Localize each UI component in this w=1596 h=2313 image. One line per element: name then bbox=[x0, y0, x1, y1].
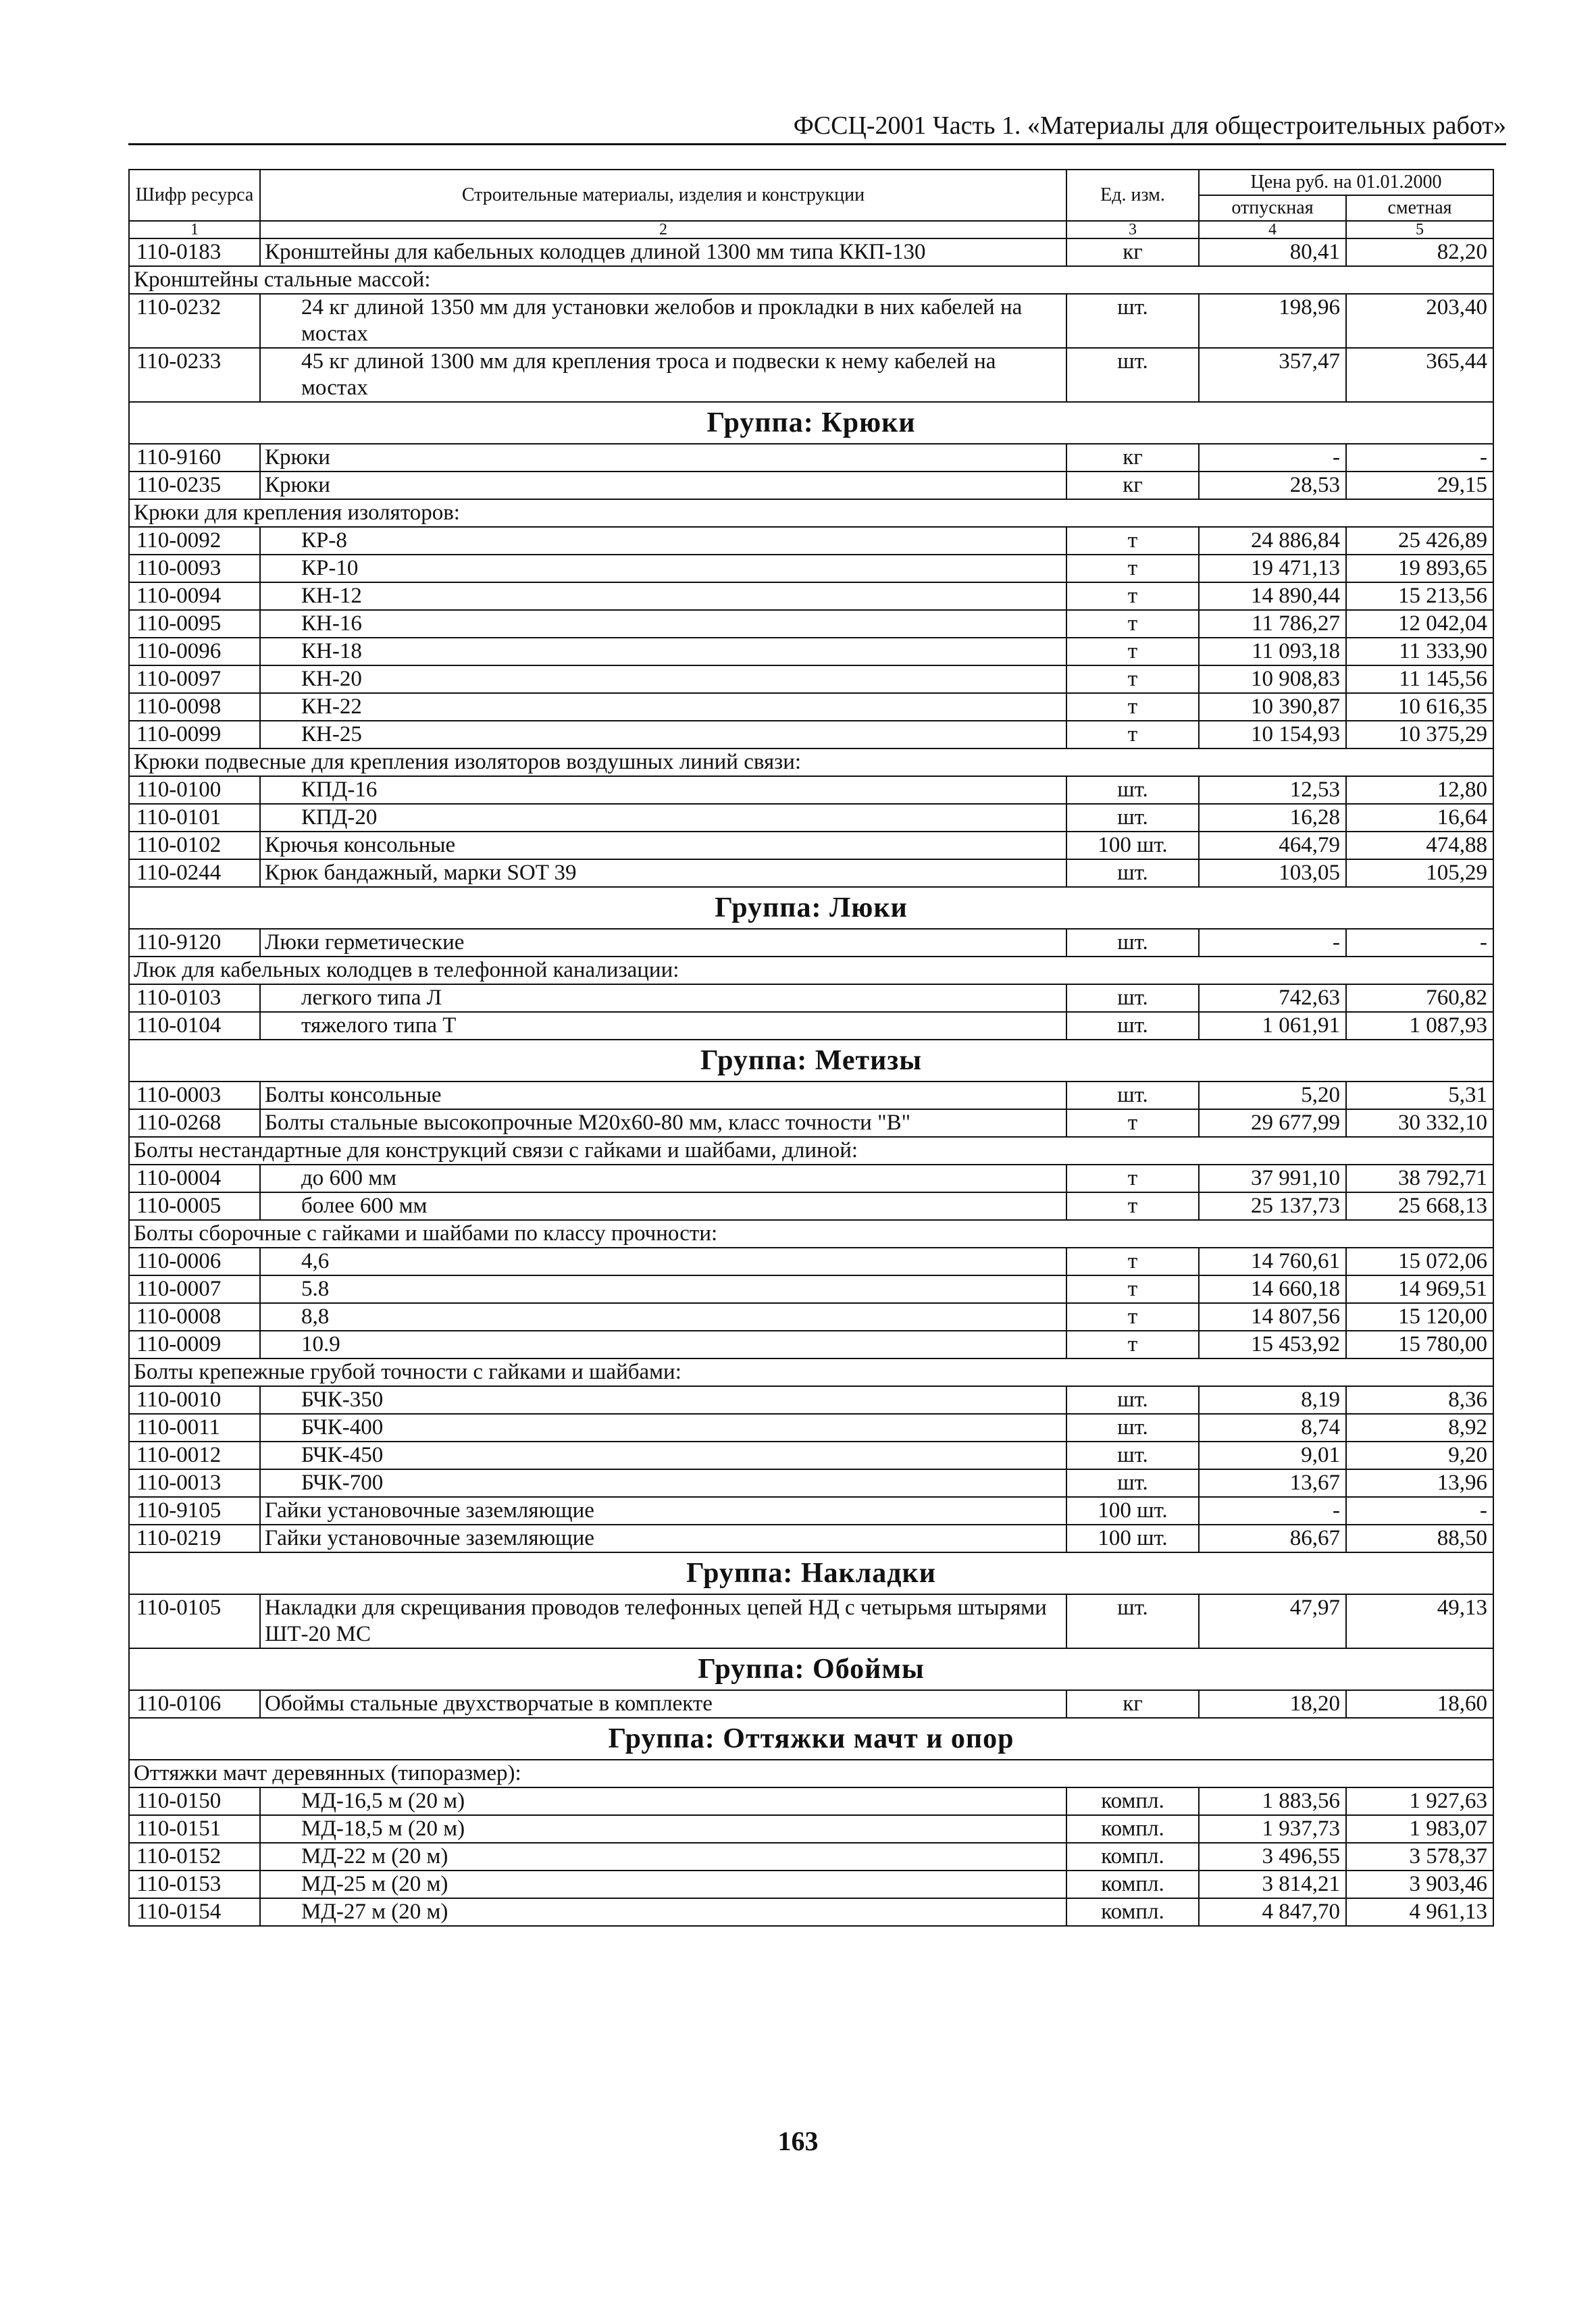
release-price: 14 660,18 bbox=[1199, 1275, 1346, 1303]
unit-cell: шт. bbox=[1066, 984, 1199, 1012]
estimate-price: 105,29 bbox=[1346, 859, 1493, 887]
estimate-price: 8,92 bbox=[1346, 1414, 1493, 1442]
release-price: 14 760,61 bbox=[1199, 1248, 1346, 1275]
material-name: Крючья консольные bbox=[260, 832, 1066, 859]
unit-cell: т bbox=[1066, 1331, 1199, 1358]
estimate-price: 18,60 bbox=[1346, 1690, 1493, 1718]
estimate-price: 14 969,51 bbox=[1346, 1275, 1493, 1303]
material-name: 45 кг длиной 1300 мм для крепления троса и подвески к нему кабелей на мостах bbox=[260, 348, 1066, 402]
unit-cell: шт. bbox=[1066, 1082, 1199, 1109]
estimate-price: - bbox=[1346, 929, 1493, 957]
resource-code: 110-9120 bbox=[129, 929, 260, 957]
material-name: Гайки установочные заземляющие bbox=[260, 1497, 1066, 1525]
table-row bbox=[129, 638, 1493, 665]
table-row bbox=[129, 527, 1493, 555]
table-row bbox=[129, 1469, 1493, 1497]
release-price: 12,53 bbox=[1199, 776, 1346, 804]
release-price: 198,96 bbox=[1199, 294, 1346, 348]
release-price: 5,20 bbox=[1199, 1082, 1346, 1109]
resource-code: 110-0096 bbox=[129, 638, 260, 665]
table-head bbox=[129, 170, 1493, 238]
estimate-price: 9,20 bbox=[1346, 1442, 1493, 1469]
material-name: БЧК-400 bbox=[260, 1414, 1066, 1442]
section-heading-row bbox=[129, 1220, 1493, 1248]
estimate-price: 11 145,56 bbox=[1346, 665, 1493, 693]
estimate-price: 29,15 bbox=[1346, 472, 1493, 499]
table-row bbox=[129, 832, 1493, 859]
release-price: 742,63 bbox=[1199, 984, 1346, 1012]
table-row bbox=[129, 1082, 1493, 1109]
table-row bbox=[129, 348, 1493, 402]
unit-cell: компл. bbox=[1066, 1898, 1199, 1926]
release-price: 25 137,73 bbox=[1199, 1192, 1346, 1220]
section-heading: Крюки для крепления изоляторов: bbox=[129, 499, 1493, 527]
resource-code: 110-0094 bbox=[129, 582, 260, 610]
release-price: 10 908,83 bbox=[1199, 665, 1346, 693]
material-name: МД-27 м (20 м) bbox=[260, 1898, 1066, 1926]
material-name: БЧК-350 bbox=[260, 1386, 1066, 1414]
group-heading: Группа: Крюки bbox=[129, 402, 1493, 444]
estimate-price: 15 213,56 bbox=[1346, 582, 1493, 610]
material-name: КР-10 bbox=[260, 555, 1066, 582]
table-row bbox=[129, 555, 1493, 582]
release-price: 464,79 bbox=[1199, 832, 1346, 859]
section-heading: Крюки подвесные для крепления изоляторов воздушных линий связи: bbox=[129, 748, 1493, 776]
resource-code: 110-0011 bbox=[129, 1414, 260, 1442]
header-release: отпускная bbox=[1199, 195, 1346, 221]
unit-cell: т bbox=[1066, 693, 1199, 721]
material-name: Болты консольные bbox=[260, 1082, 1066, 1109]
resource-code: 110-0154 bbox=[129, 1898, 260, 1926]
material-name: легкого типа Л bbox=[260, 984, 1066, 1012]
release-price: 86,67 bbox=[1199, 1525, 1346, 1552]
estimate-price: 12,80 bbox=[1346, 776, 1493, 804]
table-row bbox=[129, 1331, 1493, 1358]
header-price: Цена руб. на 01.01.2000 bbox=[1199, 170, 1493, 195]
resource-code: 110-0153 bbox=[129, 1871, 260, 1898]
section-heading-row bbox=[129, 748, 1493, 776]
release-price: 37 991,10 bbox=[1199, 1165, 1346, 1192]
estimate-price: 760,82 bbox=[1346, 984, 1493, 1012]
table-row bbox=[129, 1275, 1493, 1303]
unit-cell: т bbox=[1066, 1109, 1199, 1137]
unit-cell: т bbox=[1066, 1303, 1199, 1331]
resource-code: 110-0003 bbox=[129, 1082, 260, 1109]
header-col-4: 4 bbox=[1199, 221, 1346, 238]
estimate-price: 3 903,46 bbox=[1346, 1871, 1493, 1898]
unit-cell: 100 шт. bbox=[1066, 1525, 1199, 1552]
resource-code: 110-0183 bbox=[129, 238, 260, 266]
estimate-price: 19 893,65 bbox=[1346, 555, 1493, 582]
estimate-price: - bbox=[1346, 444, 1493, 472]
estimate-price: 1 983,07 bbox=[1346, 1815, 1493, 1843]
group-heading: Группа: Накладки bbox=[129, 1552, 1493, 1594]
estimate-price: 1 087,93 bbox=[1346, 1012, 1493, 1040]
unit-cell: кг bbox=[1066, 238, 1199, 266]
material-name: БЧК-700 bbox=[260, 1469, 1066, 1497]
section-heading: Болты сборочные с гайками и шайбами по классу прочности: bbox=[129, 1220, 1493, 1248]
group-heading: Группа: Люки bbox=[129, 887, 1493, 929]
release-price: 80,41 bbox=[1199, 238, 1346, 266]
resource-code: 110-0151 bbox=[129, 1815, 260, 1843]
resource-code: 110-0103 bbox=[129, 984, 260, 1012]
material-name: Болты стальные высокопрочные М20х60-80 мм, класс точности "В" bbox=[260, 1109, 1066, 1137]
material-name: Кронштейны для кабельных колодцев длиной 1300 мм типа ККП-130 bbox=[260, 238, 1066, 266]
unit-cell: шт. bbox=[1066, 776, 1199, 804]
header-col-1: 1 bbox=[129, 221, 260, 238]
material-name: Крюки bbox=[260, 444, 1066, 472]
unit-cell: шт. bbox=[1066, 1469, 1199, 1497]
material-name: КН-20 bbox=[260, 665, 1066, 693]
material-name: МД-16,5 м (20 м) bbox=[260, 1787, 1066, 1815]
resource-code: 110-0009 bbox=[129, 1331, 260, 1358]
header-col-2: 2 bbox=[260, 221, 1066, 238]
unit-cell: шт. bbox=[1066, 294, 1199, 348]
material-name: КР-8 bbox=[260, 527, 1066, 555]
release-price: 14 890,44 bbox=[1199, 582, 1346, 610]
unit-cell: шт. bbox=[1066, 1012, 1199, 1040]
material-name: Гайки установочные заземляющие bbox=[260, 1525, 1066, 1552]
release-price: 29 677,99 bbox=[1199, 1109, 1346, 1137]
group-heading-row bbox=[129, 1718, 1493, 1760]
resource-code: 110-0093 bbox=[129, 555, 260, 582]
release-price: 9,01 bbox=[1199, 1442, 1346, 1469]
material-name: БЧК-450 bbox=[260, 1442, 1066, 1469]
table-row bbox=[129, 1898, 1493, 1926]
estimate-price: 5,31 bbox=[1346, 1082, 1493, 1109]
resource-code: 110-9105 bbox=[129, 1497, 260, 1525]
unit-cell: т bbox=[1066, 721, 1199, 748]
resource-code: 110-0004 bbox=[129, 1165, 260, 1192]
resource-code: 110-0006 bbox=[129, 1248, 260, 1275]
material-name: 10.9 bbox=[260, 1331, 1066, 1358]
resource-code: 110-9160 bbox=[129, 444, 260, 472]
material-name: 8,8 bbox=[260, 1303, 1066, 1331]
unit-cell: компл. bbox=[1066, 1787, 1199, 1815]
section-heading: Люк для кабельных колодцев в телефонной канализации: bbox=[129, 957, 1493, 984]
estimate-price: 13,96 bbox=[1346, 1469, 1493, 1497]
resource-code: 110-0233 bbox=[129, 348, 260, 402]
table-row bbox=[129, 984, 1493, 1012]
resource-code: 110-0105 bbox=[129, 1594, 260, 1648]
table-row bbox=[129, 804, 1493, 832]
resource-code: 110-0106 bbox=[129, 1690, 260, 1718]
table-row bbox=[129, 1303, 1493, 1331]
table-row bbox=[129, 1843, 1493, 1871]
group-heading-row bbox=[129, 1648, 1493, 1690]
table-row bbox=[129, 1497, 1493, 1525]
resource-code: 110-0010 bbox=[129, 1386, 260, 1414]
estimate-price: 8,36 bbox=[1346, 1386, 1493, 1414]
estimate-price: 82,20 bbox=[1346, 238, 1493, 266]
resource-code: 110-0268 bbox=[129, 1109, 260, 1137]
section-heading-row bbox=[129, 1358, 1493, 1386]
resource-code: 110-0099 bbox=[129, 721, 260, 748]
resource-code: 110-0152 bbox=[129, 1843, 260, 1871]
estimate-price: 365,44 bbox=[1346, 348, 1493, 402]
resource-code: 110-0007 bbox=[129, 1275, 260, 1303]
table-row bbox=[129, 1594, 1493, 1648]
estimate-price: - bbox=[1346, 1497, 1493, 1525]
group-heading-row bbox=[129, 402, 1493, 444]
estimate-price: 10 375,29 bbox=[1346, 721, 1493, 748]
unit-cell: 100 шт. bbox=[1066, 832, 1199, 859]
release-price: - bbox=[1199, 444, 1346, 472]
unit-cell: т bbox=[1066, 1192, 1199, 1220]
section-heading-row bbox=[129, 266, 1493, 294]
section-heading: Болты нестандартные для конструкций связи с гайками и шайбами, длиной: bbox=[129, 1137, 1493, 1165]
material-name: Люки герметические bbox=[260, 929, 1066, 957]
estimate-price: 15 780,00 bbox=[1346, 1331, 1493, 1358]
estimate-price: 88,50 bbox=[1346, 1525, 1493, 1552]
unit-cell: т bbox=[1066, 665, 1199, 693]
resource-code: 110-0232 bbox=[129, 294, 260, 348]
material-name: тяжелого типа Т bbox=[260, 1012, 1066, 1040]
section-heading: Болты крепежные грубой точности с гайками и шайбами: bbox=[129, 1358, 1493, 1386]
material-name: Крюки bbox=[260, 472, 1066, 499]
material-name: до 600 мм bbox=[260, 1165, 1066, 1192]
resource-code: 110-0104 bbox=[129, 1012, 260, 1040]
table-row bbox=[129, 1248, 1493, 1275]
release-price: 1 061,91 bbox=[1199, 1012, 1346, 1040]
table-row bbox=[129, 776, 1493, 804]
header-name: Строительные материалы, изделия и конструкции bbox=[260, 170, 1066, 221]
material-name: более 600 мм bbox=[260, 1192, 1066, 1220]
release-price: 11 786,27 bbox=[1199, 610, 1346, 638]
release-price: 24 886,84 bbox=[1199, 527, 1346, 555]
unit-cell: т bbox=[1066, 527, 1199, 555]
release-price: 8,19 bbox=[1199, 1386, 1346, 1414]
material-name: КН-12 bbox=[260, 582, 1066, 610]
group-heading-row bbox=[129, 887, 1493, 929]
section-heading-row bbox=[129, 499, 1493, 527]
release-price: - bbox=[1199, 929, 1346, 957]
material-name: МД-18,5 м (20 м) bbox=[260, 1815, 1066, 1843]
table-row bbox=[129, 1442, 1493, 1469]
header-col-3: 3 bbox=[1066, 221, 1199, 238]
release-price: 11 093,18 bbox=[1199, 638, 1346, 665]
table-row bbox=[129, 1525, 1493, 1552]
release-price: 8,74 bbox=[1199, 1414, 1346, 1442]
material-name: КПД-16 bbox=[260, 776, 1066, 804]
estimate-price: 3 578,37 bbox=[1346, 1843, 1493, 1871]
table-row bbox=[129, 1787, 1493, 1815]
unit-cell: 100 шт. bbox=[1066, 1497, 1199, 1525]
resource-code: 110-0097 bbox=[129, 665, 260, 693]
group-heading: Группа: Метизы bbox=[129, 1040, 1493, 1082]
release-price: 10 390,87 bbox=[1199, 693, 1346, 721]
table-row bbox=[129, 444, 1493, 472]
release-price: 1 937,73 bbox=[1199, 1815, 1346, 1843]
table-row bbox=[129, 294, 1493, 348]
unit-cell: т bbox=[1066, 610, 1199, 638]
material-name: 24 кг длиной 1350 мм для установки желобов и прокладки в них кабелей на мостах bbox=[260, 294, 1066, 348]
release-price: 19 471,13 bbox=[1199, 555, 1346, 582]
material-name: МД-25 м (20 м) bbox=[260, 1871, 1066, 1898]
table-body bbox=[129, 238, 1493, 1926]
material-name: КН-25 bbox=[260, 721, 1066, 748]
table-row bbox=[129, 665, 1493, 693]
unit-cell: кг bbox=[1066, 444, 1199, 472]
unit-cell: кг bbox=[1066, 1690, 1199, 1718]
material-name: 4,6 bbox=[260, 1248, 1066, 1275]
estimate-price: 11 333,90 bbox=[1346, 638, 1493, 665]
group-heading-row bbox=[129, 1040, 1493, 1082]
release-price: 103,05 bbox=[1199, 859, 1346, 887]
resource-code: 110-0005 bbox=[129, 1192, 260, 1220]
estimate-price: 1 927,63 bbox=[1346, 1787, 1493, 1815]
price-table bbox=[128, 169, 1494, 1927]
table-row bbox=[129, 1165, 1493, 1192]
table-row bbox=[129, 693, 1493, 721]
section-heading-row bbox=[129, 1137, 1493, 1165]
resource-code: 110-0092 bbox=[129, 527, 260, 555]
estimate-price: 474,88 bbox=[1346, 832, 1493, 859]
resource-code: 110-0235 bbox=[129, 472, 260, 499]
table-row bbox=[129, 1109, 1493, 1137]
table-row bbox=[129, 721, 1493, 748]
release-price: 1 883,56 bbox=[1199, 1787, 1346, 1815]
release-price: 47,97 bbox=[1199, 1594, 1346, 1648]
unit-cell: шт. bbox=[1066, 1414, 1199, 1442]
release-price: 18,20 bbox=[1199, 1690, 1346, 1718]
material-name: КН-16 bbox=[260, 610, 1066, 638]
unit-cell: шт. bbox=[1066, 1386, 1199, 1414]
release-price: 4 847,70 bbox=[1199, 1898, 1346, 1926]
resource-code: 110-0101 bbox=[129, 804, 260, 832]
estimate-price: 12 042,04 bbox=[1346, 610, 1493, 638]
table-row bbox=[129, 859, 1493, 887]
estimate-price: 30 332,10 bbox=[1346, 1109, 1493, 1137]
resource-code: 110-0100 bbox=[129, 776, 260, 804]
group-heading-row bbox=[129, 1552, 1493, 1594]
resource-code: 110-0102 bbox=[129, 832, 260, 859]
estimate-price: 10 616,35 bbox=[1346, 693, 1493, 721]
table-row bbox=[129, 238, 1493, 266]
estimate-price: 25 668,13 bbox=[1346, 1192, 1493, 1220]
unit-cell: кг bbox=[1066, 472, 1199, 499]
unit-cell: т bbox=[1066, 1248, 1199, 1275]
release-price: 357,47 bbox=[1199, 348, 1346, 402]
material-name: 5.8 bbox=[260, 1275, 1066, 1303]
estimate-price: 4 961,13 bbox=[1346, 1898, 1493, 1926]
estimate-price: 25 426,89 bbox=[1346, 527, 1493, 555]
material-name: Крюк бандажный, марки SOT 39 bbox=[260, 859, 1066, 887]
release-price: 13,67 bbox=[1199, 1469, 1346, 1497]
release-price: 16,28 bbox=[1199, 804, 1346, 832]
group-heading: Группа: Обоймы bbox=[129, 1648, 1493, 1690]
table-row bbox=[129, 1690, 1493, 1718]
table-row bbox=[129, 929, 1493, 957]
release-price: 15 453,92 bbox=[1199, 1331, 1346, 1358]
release-price: - bbox=[1199, 1497, 1346, 1525]
table-row bbox=[129, 472, 1493, 499]
unit-cell: т bbox=[1066, 638, 1199, 665]
header-unit: Ед. изм. bbox=[1066, 170, 1199, 221]
unit-cell: шт. bbox=[1066, 1594, 1199, 1648]
estimate-price: 203,40 bbox=[1346, 294, 1493, 348]
release-price: 3 496,55 bbox=[1199, 1843, 1346, 1871]
table-row bbox=[129, 1192, 1493, 1220]
unit-cell: т bbox=[1066, 1165, 1199, 1192]
section-heading-row bbox=[129, 1760, 1493, 1787]
price-table-container bbox=[128, 169, 1493, 1927]
unit-cell: т bbox=[1066, 555, 1199, 582]
table-row bbox=[129, 610, 1493, 638]
header-col-5: 5 bbox=[1346, 221, 1493, 238]
release-price: 28,53 bbox=[1199, 472, 1346, 499]
unit-cell: компл. bbox=[1066, 1843, 1199, 1871]
page-number: 163 bbox=[777, 2126, 819, 2156]
table-row bbox=[129, 1414, 1493, 1442]
estimate-price: 15 072,06 bbox=[1346, 1248, 1493, 1275]
section-heading-row bbox=[129, 957, 1493, 984]
unit-cell: т bbox=[1066, 582, 1199, 610]
section-heading: Кронштейны стальные массой: bbox=[129, 266, 1493, 294]
unit-cell: шт. bbox=[1066, 929, 1199, 957]
header-title: ФССЦ-2001 Часть 1. «Материалы для общестроительных работ» bbox=[793, 111, 1506, 140]
material-name: Обоймы стальные двухстворчатые в комплекте bbox=[260, 1690, 1066, 1718]
unit-cell: компл. bbox=[1066, 1871, 1199, 1898]
resource-code: 110-0150 bbox=[129, 1787, 260, 1815]
resource-code: 110-0095 bbox=[129, 610, 260, 638]
estimate-price: 49,13 bbox=[1346, 1594, 1493, 1648]
resource-code: 110-0013 bbox=[129, 1469, 260, 1497]
release-price: 3 814,21 bbox=[1199, 1871, 1346, 1898]
table-row bbox=[129, 1012, 1493, 1040]
material-name: КН-18 bbox=[260, 638, 1066, 665]
release-price: 14 807,56 bbox=[1199, 1303, 1346, 1331]
table-row bbox=[129, 1871, 1493, 1898]
header-code: Шифр ресурса bbox=[129, 170, 260, 221]
resource-code: 110-0008 bbox=[129, 1303, 260, 1331]
material-name: Накладки для скрещивания проводов телефонных цепей НД с четырьмя штырями ШТ-20 МС bbox=[260, 1594, 1066, 1648]
unit-cell: шт. bbox=[1066, 1442, 1199, 1469]
unit-cell: шт. bbox=[1066, 804, 1199, 832]
resource-code: 110-0098 bbox=[129, 693, 260, 721]
page-header bbox=[128, 108, 1506, 145]
material-name: КН-22 bbox=[260, 693, 1066, 721]
unit-cell: компл. bbox=[1066, 1815, 1199, 1843]
estimate-price: 16,64 bbox=[1346, 804, 1493, 832]
estimate-price: 15 120,00 bbox=[1346, 1303, 1493, 1331]
resource-code: 110-0012 bbox=[129, 1442, 260, 1469]
table-row bbox=[129, 1386, 1493, 1414]
estimate-price: 38 792,71 bbox=[1346, 1165, 1493, 1192]
unit-cell: шт. bbox=[1066, 859, 1199, 887]
resource-code: 110-0219 bbox=[129, 1525, 260, 1552]
table-row bbox=[129, 582, 1493, 610]
material-name: КПД-20 bbox=[260, 804, 1066, 832]
header-estimate: сметная bbox=[1346, 195, 1493, 221]
release-price: 10 154,93 bbox=[1199, 721, 1346, 748]
unit-cell: т bbox=[1066, 1275, 1199, 1303]
unit-cell: шт. bbox=[1066, 348, 1199, 402]
table-row bbox=[129, 1815, 1493, 1843]
resource-code: 110-0244 bbox=[129, 859, 260, 887]
section-heading: Оттяжки мачт деревянных (типоразмер): bbox=[129, 1760, 1493, 1787]
material-name: МД-22 м (20 м) bbox=[260, 1843, 1066, 1871]
group-heading: Группа: Оттяжки мачт и опор bbox=[129, 1718, 1493, 1760]
